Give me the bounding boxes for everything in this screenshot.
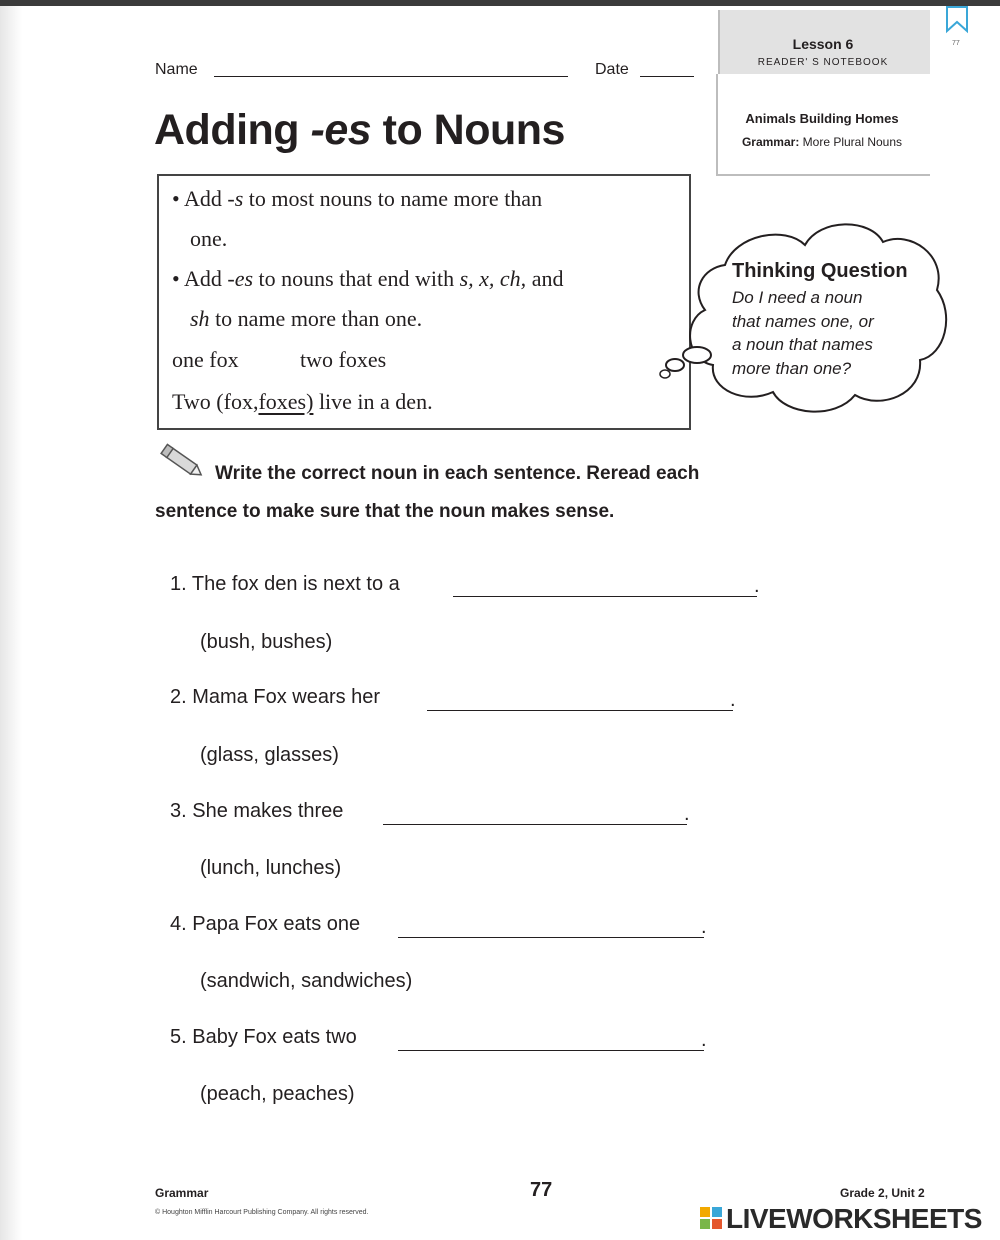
question-1: 1. The fox den is next to a: [170, 573, 400, 595]
period-3: .: [684, 803, 690, 825]
copyright: © Houghton Mifflin Harcourt Publishing Company. All rights reserved.: [155, 1209, 369, 1216]
page-edge: [0, 6, 22, 1240]
thinking-heading: Thinking Question: [732, 260, 908, 282]
answer-input-5[interactable]: [398, 1024, 704, 1051]
choices-2: (glass, glasses): [200, 744, 339, 766]
date-label: Date: [595, 61, 629, 78]
grammar-topic: Grammar: More Plural Nouns: [741, 135, 903, 149]
rule-1-line-2: one.: [190, 226, 228, 251]
footer-page-number: 77: [530, 1179, 553, 1201]
footer-grade: Grade 2, Unit 2: [840, 1186, 925, 1200]
name-line: [214, 76, 568, 77]
corner-page-number: 77: [952, 40, 960, 47]
page-title: Adding -es to Nouns: [154, 106, 565, 154]
choices-4: (sandwich, sandwiches): [200, 970, 413, 992]
bookmark-icon[interactable]: [944, 6, 970, 34]
notebook-label: READER' S NOTEBOOK: [757, 57, 889, 68]
question-5: 5. Baby Fox eats two: [170, 1026, 357, 1048]
example-two: two foxes: [300, 347, 387, 372]
period-1: .: [754, 575, 760, 597]
period-2: .: [730, 689, 736, 711]
thinking-text: Do I need a noun that names one, or a noun that names more than one?: [732, 288, 874, 378]
answer-input-1[interactable]: [453, 570, 757, 597]
example-one: one fox: [172, 347, 239, 372]
liveworksheets-brand[interactable]: LIVEWORKSHEETS: [726, 1203, 982, 1234]
period-4: .: [701, 916, 707, 938]
period-5: .: [701, 1029, 707, 1051]
question-2: 2. Mama Fox wears her: [170, 686, 381, 708]
top-bar: [0, 0, 1000, 6]
story-title: Animals Building Homes: [745, 111, 899, 126]
choices-3: (lunch, lunches): [200, 857, 342, 879]
pencil-icon: [158, 442, 206, 482]
rule-2-line-2: sh to name more than one.: [190, 306, 423, 331]
lesson-title: Lesson 6: [792, 36, 854, 52]
liveworksheets-logo-icon: [700, 1207, 722, 1229]
choices-5: (peach, peaches): [200, 1083, 355, 1105]
answer-input-3[interactable]: [383, 798, 687, 825]
question-3: 3. She makes three: [170, 800, 344, 822]
rule-2-line-1: • Add -es to nouns that end with s, x, ch, and: [172, 266, 564, 291]
name-label: Name: [155, 61, 198, 78]
question-4: 4. Papa Fox eats one: [170, 913, 361, 935]
instructions-line-2: sentence to make sure that the noun makes sense.: [155, 501, 615, 522]
answer-input-2[interactable]: [427, 684, 733, 711]
rule-1-line-1: • Add -s to most nouns to name more than: [172, 186, 543, 211]
footer-subject: Grammar: [155, 1186, 209, 1200]
date-line: [640, 76, 694, 77]
instructions-line-1: Write the correct noun in each sentence. Reread each: [215, 463, 700, 484]
answer-input-4[interactable]: [398, 911, 704, 938]
choices-1: (bush, bushes): [200, 631, 333, 653]
example-sentence: Two (fox,foxes) live in a den.: [172, 389, 433, 414]
